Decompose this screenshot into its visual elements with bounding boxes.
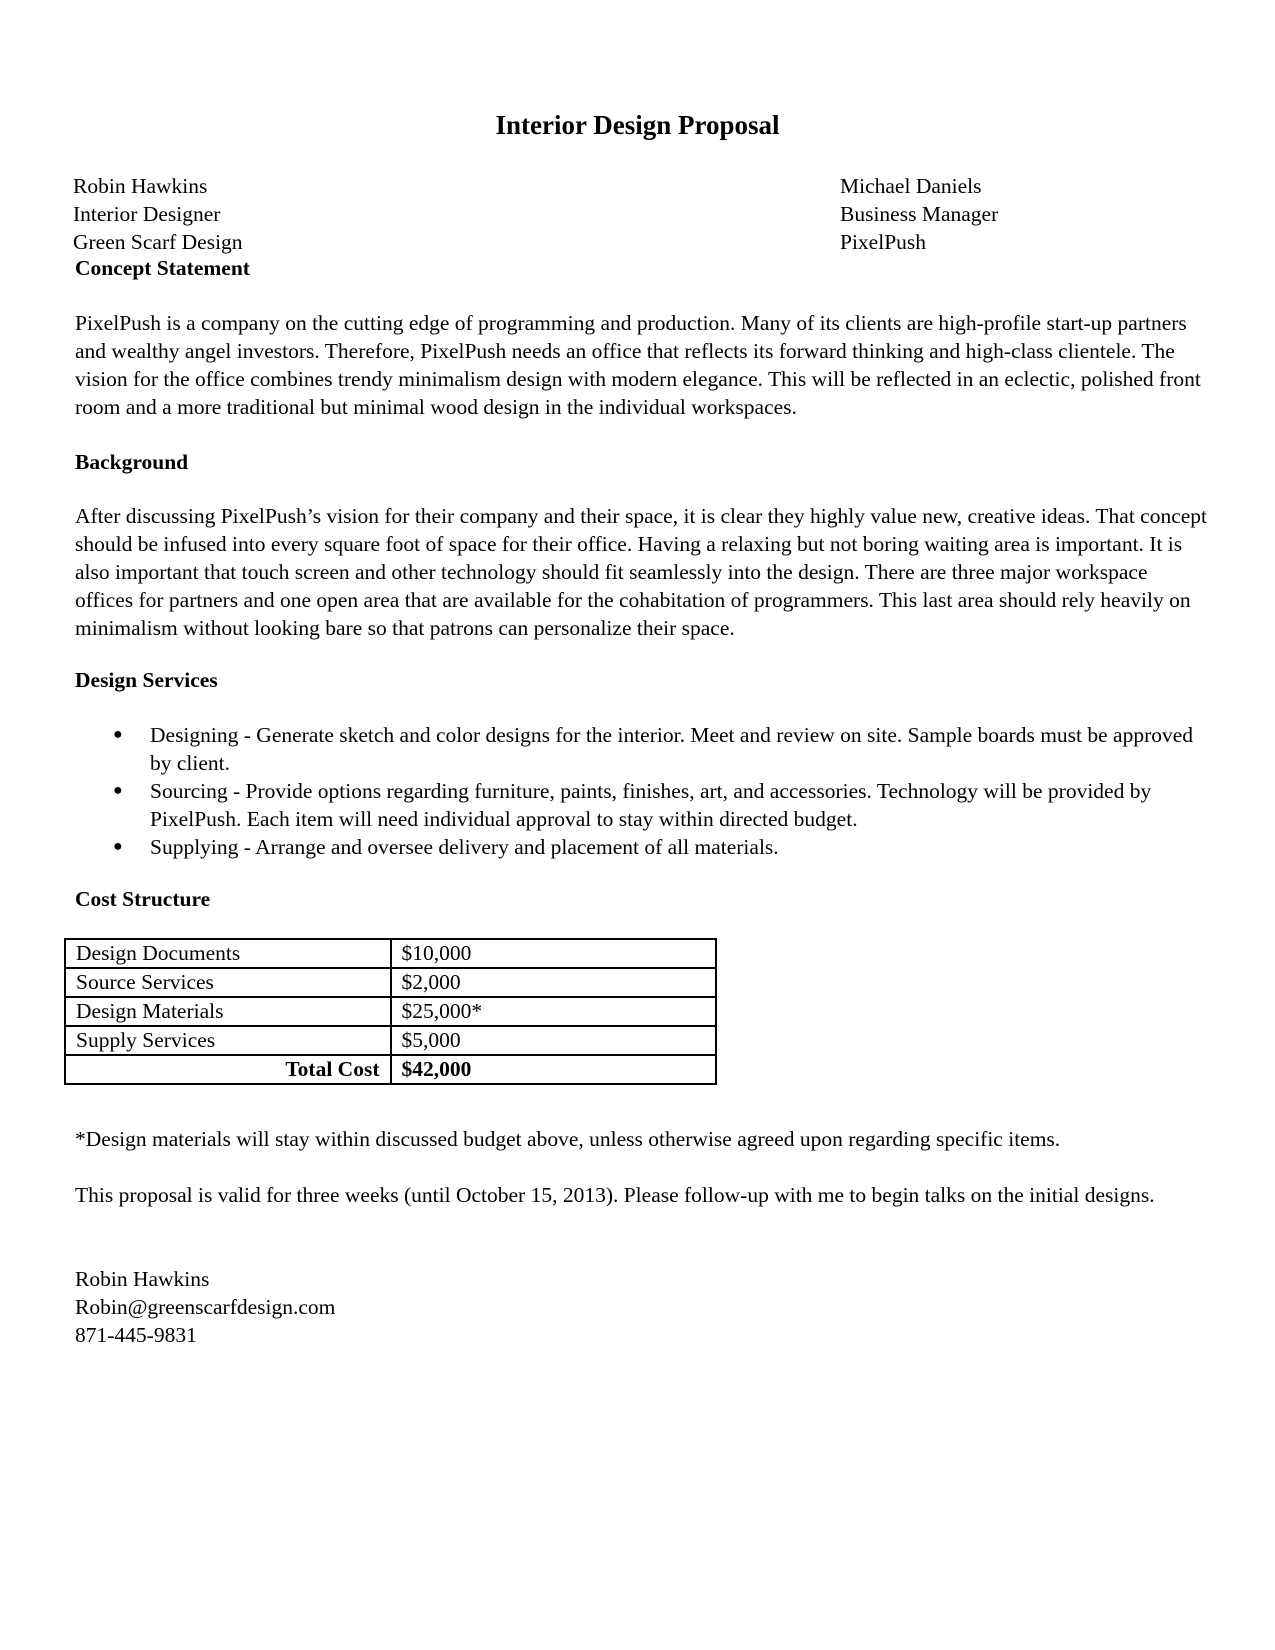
bullet-icon: ● [113,782,123,799]
sender-role: Interior Designer [73,202,221,226]
total-label: Total Cost [65,1055,391,1084]
recipient-company: PixelPush [840,230,927,254]
table-row [65,939,716,968]
signature-block [75,1265,335,1349]
table-row [65,997,716,1026]
service-item-text: Supplying - Arrange and oversee delivery and placement of all materials. [150,835,779,859]
signature-phone: 871-445-9831 [75,1323,197,1347]
background-heading: Background [75,450,189,474]
signature-name: Robin Hawkins [75,1267,210,1291]
cost-item: Source Services [65,968,391,997]
cost-amount: $10,000 [391,939,717,968]
service-item [75,777,1200,833]
background-body: After discussing PixelPush’s vision for their company and their space, it is clear they highly value new, creative ideas. That concept should be infused into every square foot of space for their office. Having a relaxing but not boring waiting area is important. It is also important that touch screen and other technology should fit seamlessly into the design. There are three major workspace offices for partners and one open area that are available for the cohabitation of programmers. This last area should rely heavily on minimalism without looking bare so that patrons can personalize their space. [75,504,1208,640]
cost-item: Design Documents [65,939,391,968]
background-paragraph [75,502,1210,642]
closing-paragraph: This proposal is valid for three weeks (until October 15, 2013). Please follow-up with me to begin talks on the initial designs. [75,1183,1155,1207]
sender-block [73,172,243,256]
signature-email: Robin@greenscarfdesign.com [75,1295,336,1319]
recipient-role: Business Manager [840,202,999,226]
service-item [75,721,1200,777]
cost-item: Supply Services [65,1026,391,1055]
table-row [65,968,716,997]
cost-amount: $5,000 [391,1026,717,1055]
costs-heading: Cost Structure [75,887,211,911]
concept-paragraph [75,309,1210,421]
service-item-text: Sourcing - Provide options regarding furniture, paints, finishes, art, and accessories. Technology will be provided by PixelPush. Each item will need individual approval to stay within directed budget. [150,779,1152,831]
document-title: Interior Design Proposal [495,110,780,140]
concept-heading: Concept Statement [75,256,250,280]
total-amount: $42,000 [391,1055,717,1084]
cost-table [64,938,717,1085]
cost-amount: $25,000* [391,997,717,1026]
total-row [65,1055,716,1084]
bullet-icon: ● [113,726,123,743]
sender-name: Robin Hawkins [73,174,208,198]
bullet-icon: ● [113,838,123,855]
sender-company: Green Scarf Design [73,230,243,254]
concept-body: PixelPush is a company on the cutting edge of programming and production. Many of its clients are high-profile start-up partners and wealthy angel investors. Therefore, PixelPush needs an office that reflects its forward thinking and high-class clientele. The vision for the office combines trendy minimalism design with modern elegance. This will be reflected in an eclectic, polished front room and a more traditional but minimal wood design in the individual workspaces. [75,311,1201,419]
table-row [65,1026,716,1055]
services-list-container [75,721,1200,861]
cost-footnote: *Design materials will stay within discussed budget above, unless otherwise agreed upon regarding specific items. [75,1127,1061,1151]
cost-item: Design Materials [65,997,391,1026]
recipient-block [840,172,998,256]
service-item [75,833,1200,861]
cost-amount: $2,000 [391,968,717,997]
recipient-name: Michael Daniels [840,174,982,198]
service-item-text: Designing - Generate sketch and color designs for the interior. Meet and review on site. Sample boards must be approved by client. [150,723,1194,775]
services-heading: Design Services [75,668,218,692]
services-list [75,721,1200,861]
